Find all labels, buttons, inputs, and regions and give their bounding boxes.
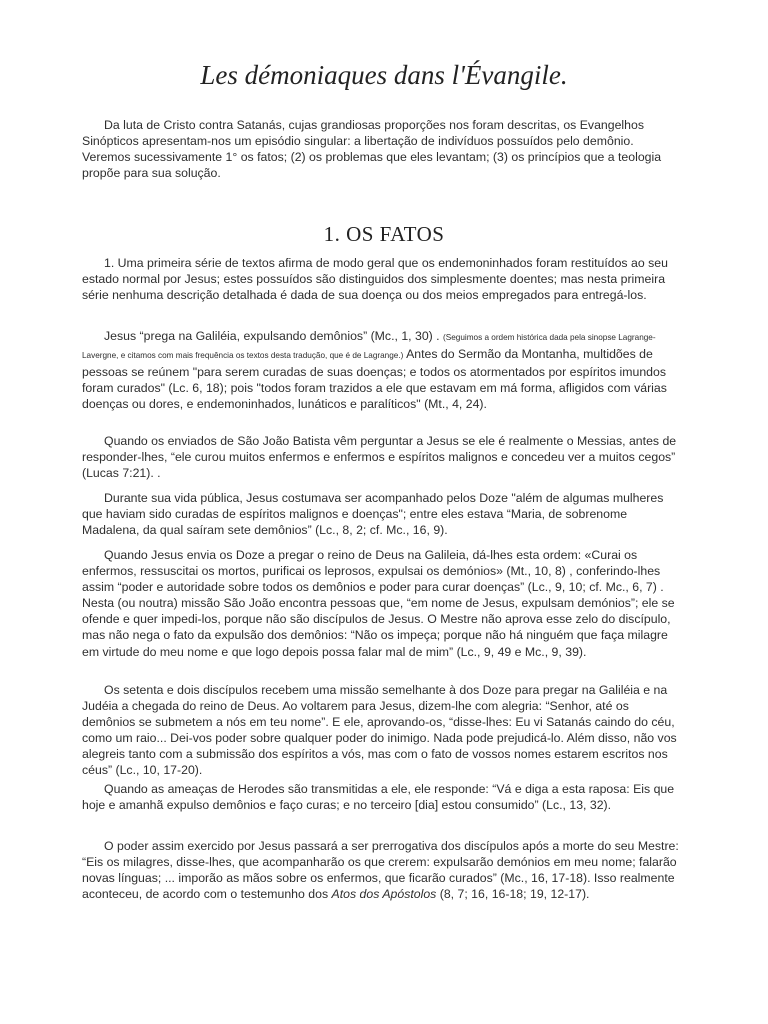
paragraph-6: Os setenta e dois discípulos recebem uma missão semelhante à dos Doze para pregar na Galiléia e na Judéia a chegada do reino de Deus. Ao voltarem para Jesus, dizem-lhe com alegria: “Senhor, até os demônios se submetem a nós em teu nome”. E ele, aprovando-os, “disse-lhes: Eu vi Satanás caindo do céu, como um raio... Dei-vos poder sobre qualquer poder do inimigo. Nada pode prejudicá-lo. Além disso, não vos alegreis tanto com a submissão dos espíritos a vós, mas com o fato de vossos nomes estarem escritos nos céus” (Lc., 10, 17-20). — [82, 683, 677, 778]
paragraph-8-text-a: O poder assim exercido por Jesus passará a ser prerrogativa dos discípulos após a morte do seu Mestre: “Eis os milagres, disse-lhes, que acompanharão os que crerem: expulsarão demónios em meu nome; falarão novas línguas; ... imporão as mãos sobre os enfermos, que ficarão curados” (Mc., 16, 17-18). Isso realmente aconteceu, de acordo com o testemunho dos — [82, 839, 679, 902]
document-title: Les démoniaques dans l'Évangile. — [200, 60, 568, 90]
paragraph-1: 1. Uma primeira série de textos afirma de modo geral que os endemoninhados foram restituídos ao seu estado normal por Jesus; estes possuídos são distinguidos dos simplesmente doentes; mas nesta primeira série nenhuma descrição detalhada é dada de sua doença ou dos meios empregados para entregá-los. — [82, 256, 668, 303]
paragraph-8-text-b: (8, 7; 16, 16-18; 19, 12-17). — [436, 887, 590, 902]
paragraph-7: Quando as ameaças de Herodes são transmitidas a ele, ele responde: “Vá e diga a esta raposa: Eis que hoje e amanhã expulso demônios e faço curas; e no terceiro [dia] estou consumido” (Lc., 13, 32). — [82, 782, 675, 813]
section-heading: 1. OS FATOS — [323, 222, 445, 246]
paragraph-4: Durante sua vida pública, Jesus costumava ser acompanhado pelos Doze "além de algumas mulheres que haviam sido curadas de espíritos malignos e doenças"; entre eles estava “Maria, de sobrenome Madalena, da qual saíram sete demônios” (Lc., 8, 2; cf. Mc., 16, 9). — [82, 491, 664, 538]
paragraph-5: Quando Jesus envia os Doze a pregar o reino de Deus na Galileia, dá-lhes esta ordem: «Curai os enfermos, ressuscitai os mortos, purificai os leprosos, expulsai os demónios» (Mt., 10, 8) , conferindo-lhes assim “poder e autoridade sobre todos os demônios e poder para curar doenças” (Lc., 9, 10; cf. Mc., 6, 7) . Nesta (ou noutra) missão São João encontra pessoas que, “em nome de Jesus, expulsam demónios”; ele se ofende e quer impedi-los, porque não são discípulos de Jesus. O Mestre não aprova esse zelo do discípulo, mas não nega o fato da expulsão dos demônios: “Não os impeça; porque não há ninguém que faça milagre em virtude do meu nome e que logo depois possa falar mal de mim” (Lc., 9, 49 e Mc., 9, 39). — [82, 548, 675, 659]
paragraph-2-text-a: Jesus “prega na Galiléia, expulsando demônios” (Mc., 1, 30) . — [104, 329, 444, 343]
paragraph-3: Quando os enviados de São João Batista vêm perguntar a Jesus se ele é realmente o Messias, antes de responder-lhes, “ele curou muitos enfermos e enfermos e espíritos malignos e concedeu ver a muitos cegos” (Lucas 7:21). . — [82, 434, 677, 481]
paragraph-2 — [82, 328, 684, 412]
intro-paragraph: Da luta de Cristo contra Satanás, cujas grandiosas proporções nos foram descritas, os Evangelhos Sinópticos apresentam-nos um episódio singular: a libertação de indivíduos possuídos pelo demônio. Veremos sucessivamente 1° os fatos; (2) os problemas que eles levantam; (3) os princípios que a teologia propõe para sua solução. — [82, 118, 662, 181]
paragraph-8-italic: Atos dos Apóstolos — [331, 887, 437, 902]
paragraph-8 — [82, 838, 684, 902]
paragraph-2-note: (Seguimos a ordem histórica dada pela sinopse Lagrange-Lavergne, e citamos com mais frequência os textos desta tradução, que é de Lagrange.) — [82, 333, 656, 361]
paragraph-2-text-b: Antes do Sermão da Montanha, multidões de pessoas se reúnem "para serem curadas de suas doenças; e todos os atormentados por espíritos imundos foram curados" (Lc. 6, 18); pois "todos foram trazidos a ele que estavam em má forma, afligidos com várias doenças ou dores, e endemoninhados, lunáticos e paralíticos" (Mt., 4, 24). — [82, 347, 667, 412]
